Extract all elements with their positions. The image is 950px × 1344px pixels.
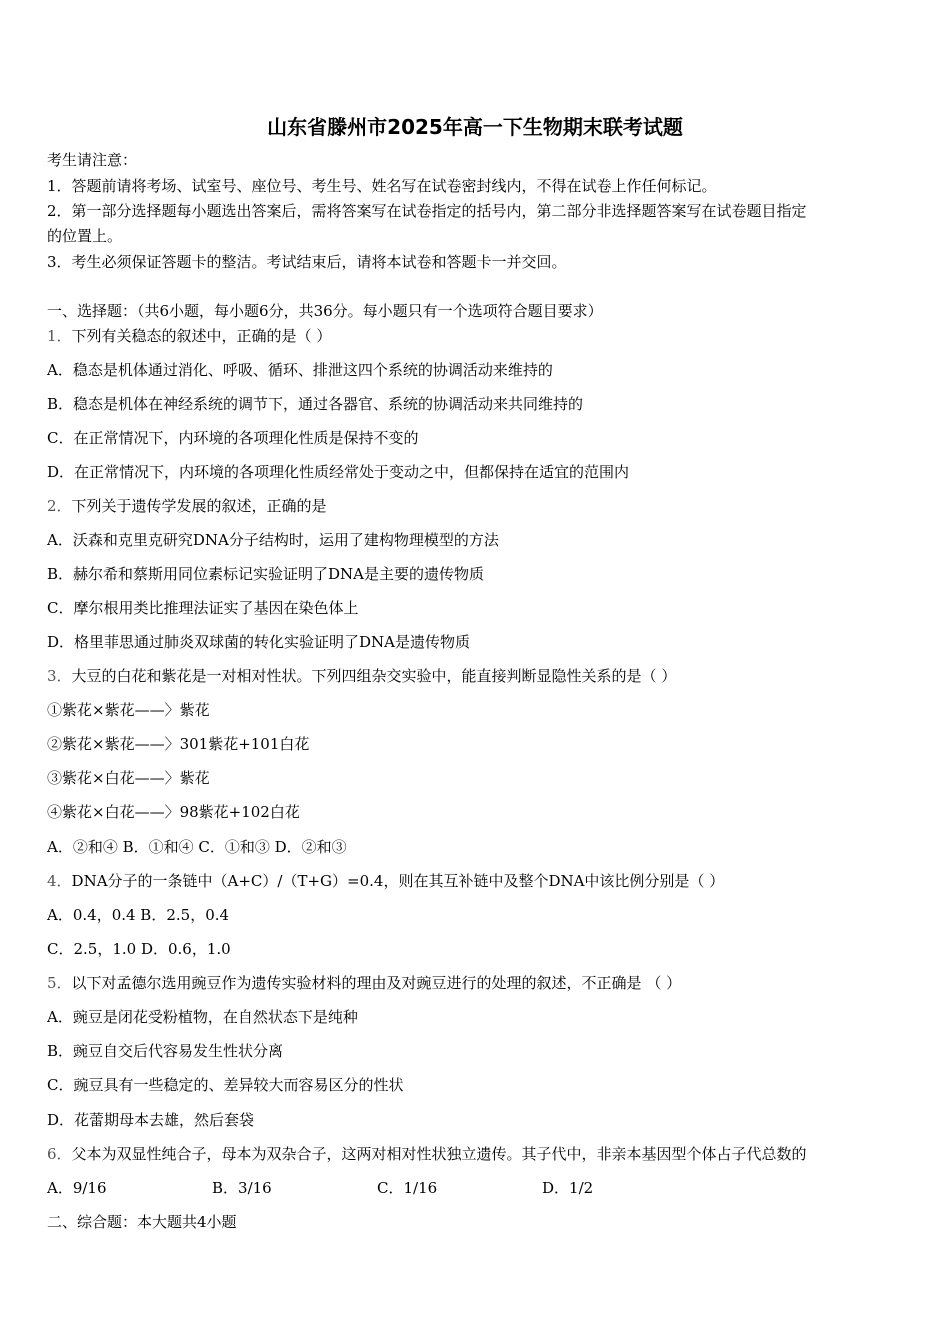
question-6 [47,1144,807,1164]
option-row: A．②和④ B．①和④ C．①和③ D．②和③ [47,838,347,856]
option: C．摩尔根用类比推理法证实了基因在染色体上 [47,599,359,617]
cross-item: ③紫花×白花——〉紫花 [47,769,210,787]
question-number: 1． [47,327,72,345]
option: D．1/2 [542,1179,594,1197]
notice-item: 2．第一部分选择题每小题选出答案后，需将答案写在试卷指定的括号内，第二部分非选择题答案写在试卷题目指定 [47,202,807,220]
question-2 [47,496,327,516]
option: B．3/16 [212,1179,272,1197]
page-title: 山东省滕州市2025年高一下生物期末联考试题 [267,115,683,139]
cross-item: ①紫花×紫花——〉紫花 [47,701,210,719]
option: C．豌豆具有一些稳定的、差异较大而容易区分的性状 [47,1076,404,1094]
question-number: 5． [47,974,72,992]
option: C．在正常情况下，内环境的各项理化性质是保持不变的 [47,429,419,447]
cross-item: ②紫花×紫花——〉301紫花+101白花 [47,735,310,753]
option: A．9/16 [47,1179,107,1197]
option: B．稳态是机体在神经系统的调节下，通过各器官、系统的协调活动来共同维持的 [47,395,584,413]
option: A．豌豆是闭花受粉植物，在自然状态下是纯种 [47,1008,358,1026]
question-1 [47,326,331,346]
question-5 [47,973,681,993]
option: C．1/16 [377,1179,438,1197]
option: B．赫尔希和蔡斯用同位素标记实验证明了DNA是主要的遗传物质 [47,565,485,583]
question-stem: 以下对孟德尔选用豌豆作为遗传实验材料的理由及对豌豆进行的处理的叙述，不正确是 （ ） [71,974,682,992]
option: A．稳态是机体通过消化、呼吸、循环、排泄这四个系统的协调活动来维持的 [47,361,553,379]
question-stem: 大豆的白花和紫花是一对相对性状。下列四组杂交实验中，能直接判断显隐性关系的是（ ） [71,667,677,685]
question-number: 3． [47,667,72,685]
question-stem: 下列关于遗传学发展的叙述，正确的是 [71,497,327,515]
question-stem: DNA分子的一条链中（A+C）/（T+G）=0.4，则在其互补链中及整个DNA中该比例分别是（ ） [71,872,725,890]
option-row: C．2.5，1.0 D．0.6，1.0 [47,940,231,958]
section-heading: 二、综合题：本大题共4小题 [47,1213,237,1231]
option: A．沃森和克里克研究DNA分子结构时，运用了建构物理模型的方法 [47,531,499,549]
question-number: 4． [47,872,72,890]
question-stem: 下列有关稳态的叙述中，正确的是（ ） [71,327,332,345]
question-4 [47,871,724,891]
notice-item: 的位置上。 [47,227,123,245]
notice-item: 3．考生必须保证答题卡的整洁。考试结束后，请将本试卷和答题卡一并交回。 [47,253,567,271]
option-row: A．0.4，0.4 B．2.5，0.4 [47,906,230,924]
option: D．格里菲思通过肺炎双球菌的转化实验证明了DNA是遗传物质 [47,633,471,651]
question-number: 2． [47,497,72,515]
option: D．在正常情况下，内环境的各项理化性质经常处于变动之中，但都保持在适宜的范围内 [47,463,630,481]
notice-item: 1．答题前请将考场、试室号、座位号、考生号、姓名写在试卷密封线内，不得在试卷上作任何标记。 [47,177,717,195]
notice-heading: 考生请注意： [47,151,138,169]
option: B．豌豆自交后代容易发生性状分离 [47,1042,284,1060]
section-heading: 一、选择题：（共6小题，每小题6分，共36分。每小题只有一个选项符合题目要求） [47,302,603,320]
cross-item: ④紫花×白花——〉98紫花+102白花 [47,803,300,821]
question-number: 6． [47,1145,72,1163]
option: D．花蕾期母本去雄，然后套袋 [47,1111,255,1129]
question-3 [47,666,676,686]
question-stem: 父本为双显性纯合子，母本为双杂合子，这两对相对性状独立遗传。其子代中，非亲本基因型个体占子代总数的 [71,1145,807,1163]
